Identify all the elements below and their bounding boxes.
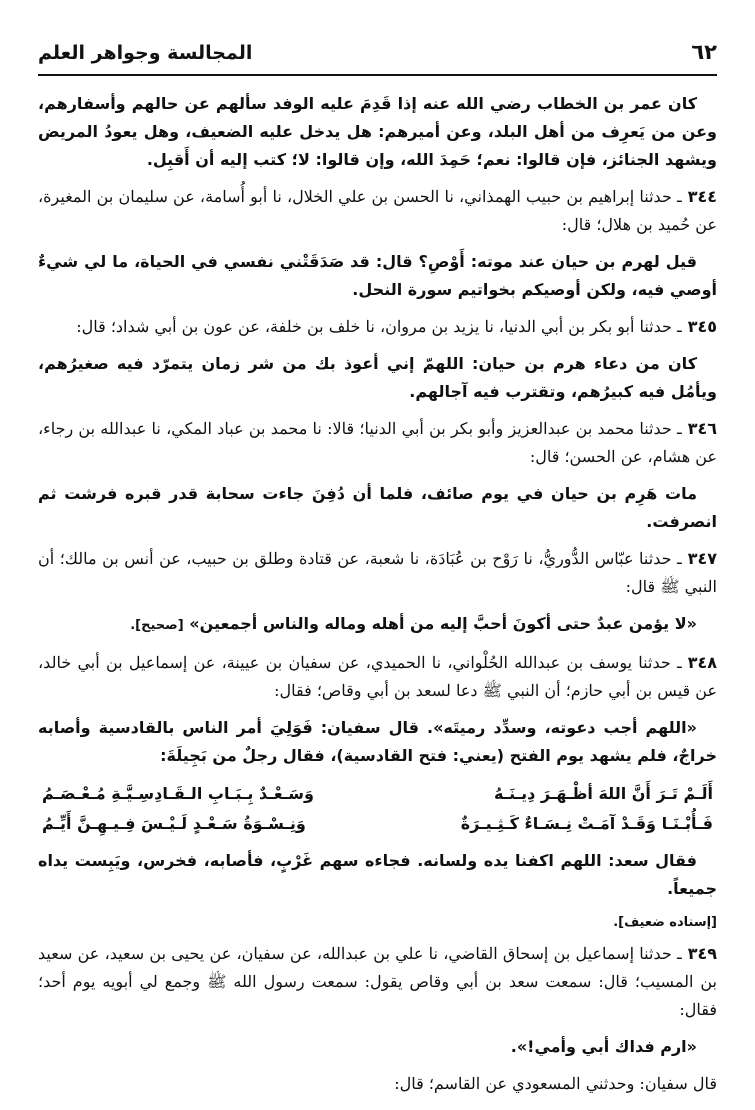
hadith-number: ٣٤٤ [687, 187, 717, 206]
tail-entries [38, 940, 717, 1096]
hadith-7 [38, 545, 717, 601]
hemistich-left: وَنِـسْـوَةُ سَـعْـدٍ لَـيْـسَ فِـيـهِـنَّ أَيِّـمُ [42, 814, 306, 833]
entry-text: «لا يؤمن عبدٌ حتى أكونَ أحبَّ إليه من أهله وماله والناس أجمعين» [189, 614, 697, 633]
verse-line [42, 809, 713, 839]
hadith-3 [38, 313, 717, 341]
hemistich-right: أَلَـمْ تَـرَ أَنَّ اللهَ أظْـهَـرَ دِيـنَـهُ [493, 784, 713, 803]
entry-text: ـ حدثنا عبّاس الدُّوريُّ، نا رَوْح بن عُبَادَة، نا شعبة، عن قتادة وطلق بن حبيب، عن أنس بن مالك؛ أن النبي ﷺ قال: [38, 549, 717, 596]
book-title: المجالسة وجواهر العلم [38, 42, 253, 64]
hadith-number: ٣٤٨ [687, 653, 717, 672]
entry-text: قيل لهرم بن حيان عند موته: أَوْصِ؟ قال: قد صَدَقَتْني نفسي في الحياة، ما لي شيءٌ أوصي فيه، ولكن أوصيكم بخواتيم سورة النحل. [38, 252, 717, 299]
narration-text [38, 1033, 717, 1061]
entry-text: ـ حدثنا إبراهيم بن حبيب الهمذاني، نا الحسن بن علي الخلال، نا أبو أُسامة، عن سليمان بن المغيرة، عن حُميد بن هلال؛ قال: [38, 187, 717, 234]
narration-text [38, 248, 717, 304]
entry-text: ـ حدثنا إسماعيل بن إسحاق القاضي، نا علي بن عبدالله، عن سفيان، عن يحيى بن سعيد، عن سعيد بن المسيب؛ قال: سمعت سعد بن أبي وقاص يقول: سمعت رسول الله ﷺ وجمع لي أبويه يوم أحد؛ فقال: [38, 944, 717, 1019]
entry-text: ـ حدثنا أبو بكر بن أبي الدنيا، نا يزيد بن مروان، نا خلف بن خلفة، عن عون بن أبي شداد؛ قال: [76, 317, 682, 336]
hemistich-left: وَسَـعْـدٌ بِـبَـابِ الـقَـادِسِـيَّـةِ مُـعْـصَـمُ [42, 784, 314, 803]
hadith-5 [38, 415, 717, 471]
grading-note: [صحيح]. [130, 618, 184, 633]
chain-verdict: [إسناده ضعيف]. [613, 915, 717, 930]
page-body [38, 90, 717, 1096]
entries-list [38, 90, 717, 770]
poem-verses [38, 779, 717, 839]
narration-text [38, 610, 717, 640]
narration-text [38, 350, 717, 406]
entry-text: قال سفيان: وحدثني المسعودي عن القاسم؛ قال: [394, 1074, 717, 1093]
hadith-number: ٣٤٩ [687, 944, 717, 963]
entry-text: «اللهم أجب دعوته، وسدِّد رميتَه». قال سفيان: فَوَلِيَ أمر الناس بالقادسية وأصابه خراجٌ، فلم يشهد يوم الفتح (يعني: فتح القادسية)، فقال رجلٌ من بَجِيلَةَ: [38, 718, 717, 765]
entry-text: فقال سعد: اللهم اكفنا يده ولسانه. فجاءه سهم غَرْبٍ، فأصابه، فخرس، ويَبِست يداه جميعاً. [38, 851, 717, 898]
hadith-0 [38, 940, 717, 1024]
narration-text [38, 714, 717, 770]
entry-text: مات هَرِم بن حيان في يوم صائف، فلما أن دُفِنَ جاءت سحابة قدر قبره فرشت ثم انصرفت. [38, 484, 717, 531]
hemistich-right: فَـأُبْـنَـا وَقَـدْ آمَـتْ نِـسَـاءٌ كَـثِـيـرَةٌ [460, 814, 713, 833]
hadith-number: ٣٤٦ [687, 419, 717, 438]
hadith-9 [38, 649, 717, 705]
isnad-text [38, 1070, 717, 1096]
hadith-number: ٣٤٧ [687, 549, 717, 568]
entry-text: «ارم فداك أبي وأمي!». [510, 1037, 697, 1056]
verse-line [42, 779, 713, 809]
page-header [38, 40, 717, 70]
narration-text [38, 480, 717, 536]
page-number: ٦٢ [691, 40, 717, 64]
header-rule [38, 74, 717, 76]
narration-text [38, 847, 717, 903]
narration-text [38, 90, 717, 174]
entry-text: كان عمر بن الخطاب رضي الله عنه إذا قَدِمَ عليه الوفد سألهم عن حالهم وأسفارهم، وعن من يَعرِف من أهل البلد، وعن أميرهم: هل يدخل عليه الضعيف، وهل يعودُ المريض ويشهد الجنائز، فإن قالوا: نعم؛ حَمِدَ الله، وإن قالوا: لا؛ كتب إليه أن أَقبِل. [38, 94, 717, 169]
hadith-1 [38, 183, 717, 239]
entry-text: ـ حدثنا يوسف بن عبدالله الحُلْواني، نا الحميدي، عن سفيان بن عيينة، عن إسماعيل بن أبي خالد، عن قيس بن أبي حازم؛ أن النبي ﷺ دعا لسعد بن أبي وقاص؛ فقال: [38, 653, 717, 700]
entry-text: كان من دعاء هرم بن حيان: اللهمّ إني أعوذ بك من شر زمان يتمرّد فيه صغيرُهم، ويأمُل فيه كبيرُهم، وتقترب فيه آجالهم. [38, 354, 717, 401]
after-verses [38, 847, 717, 903]
hadith-number: ٣٤٥ [687, 317, 717, 336]
entry-text: ـ حدثنا محمد بن عبدالعزيز وأبو بكر بن أبي الدنيا؛ قالا: نا محمد بن عباد المكي، نا عبدالله بن رجاء، عن هشام، عن الحسن؛ قال: [38, 419, 717, 466]
